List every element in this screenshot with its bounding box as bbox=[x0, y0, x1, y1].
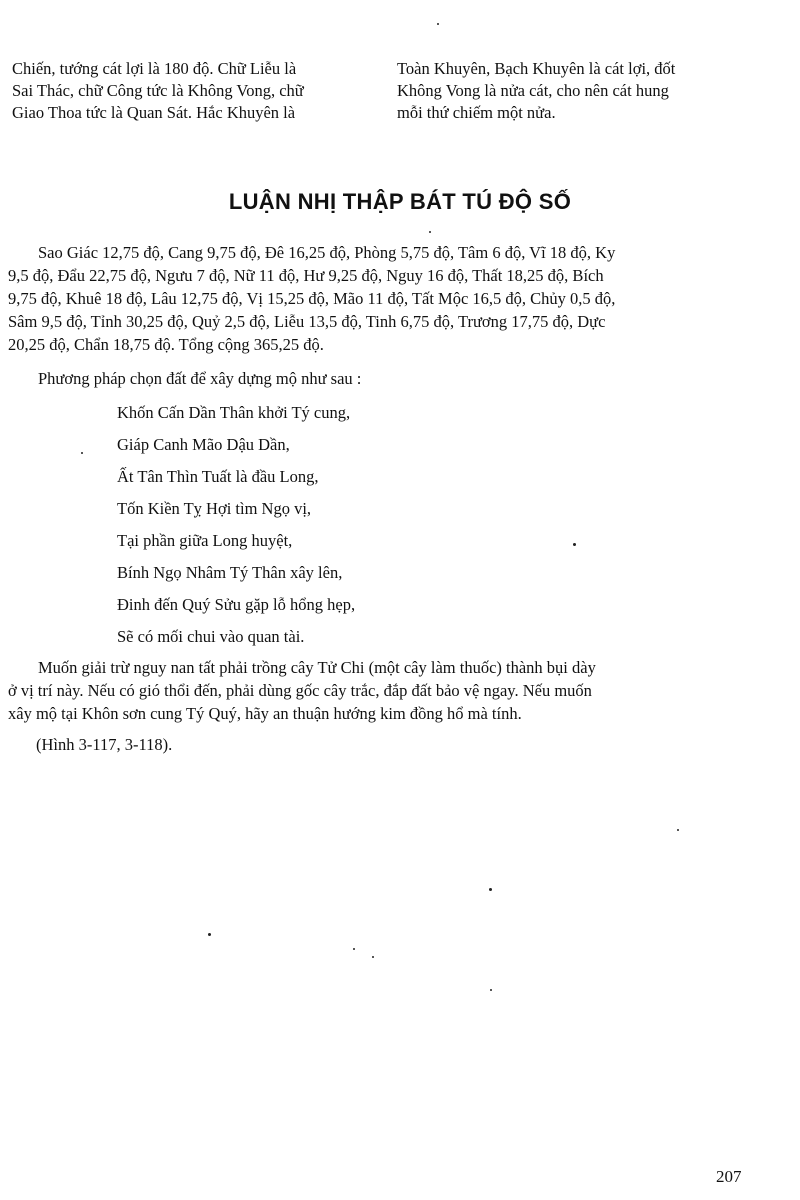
text-line: Muốn giải trừ nguy nan tất phải trồng cây Tử Chi (một cây làm thuốc) thành bụi dày bbox=[38, 658, 596, 677]
text-line: 20,25 độ, Chẩn 18,75 độ. Tổng cộng 365,25 độ. bbox=[8, 335, 324, 354]
figure-reference bbox=[8, 733, 768, 756]
scan-speck bbox=[489, 888, 492, 891]
text-line: (Hình 3-117, 3-118). bbox=[36, 735, 173, 754]
scan-speck bbox=[429, 231, 431, 233]
scan-speck bbox=[573, 543, 576, 546]
page-number: 207 bbox=[716, 1167, 742, 1186]
text-line: mỗi thứ chiếm một nửa. bbox=[397, 103, 556, 122]
scan-speck bbox=[437, 23, 439, 25]
left-column-text bbox=[12, 58, 382, 124]
scan-speck bbox=[353, 948, 355, 950]
verse-line: Sẽ có mối chui vào quan tài. bbox=[117, 627, 305, 646]
scan-speck bbox=[81, 452, 83, 454]
text-line: Toàn Khuyên, Bạch Khuyên là cát lợi, đốt bbox=[397, 59, 676, 78]
text-line: 9,5 độ, Đẩu 22,75 độ, Ngưu 7 độ, Nữ 11 độ, Hư 9,25 độ, Nguy 16 độ, Thất 18,25 độ, Bích bbox=[8, 266, 604, 285]
verse-line: Khốn Cấn Dần Thân khởi Tý cung, bbox=[117, 403, 351, 422]
text-line: Giao Thoa tức là Quan Sát. Hắc Khuyên là bbox=[12, 103, 296, 122]
verse-line: Giáp Canh Mão Dậu Dần, bbox=[117, 435, 290, 454]
paragraph-star-degrees bbox=[8, 241, 768, 356]
verse-line: Bính Ngọ Nhâm Tý Thân xây lên, bbox=[117, 563, 343, 582]
verse-line: Tốn Kiền Tỵ Hợi tìm Ngọ vị, bbox=[117, 499, 312, 518]
verse-line: Tại phần giữa Long huyệt, bbox=[117, 531, 293, 550]
paragraph-remedy bbox=[8, 656, 768, 725]
section-heading: LUẬN NHỊ THẬP BÁT TÚ ĐỘ SỐ bbox=[228, 189, 572, 214]
right-column-text bbox=[397, 58, 762, 124]
scan-speck bbox=[208, 933, 211, 936]
verse-line: Ất Tân Thìn Tuất là đầu Long, bbox=[117, 467, 319, 486]
verse-line: Đinh đến Quý Sửu gặp lỗ hổng hẹp, bbox=[117, 595, 356, 614]
scan-speck bbox=[677, 829, 679, 831]
scan-speck bbox=[372, 956, 374, 958]
text-line: xây mộ tại Khôn sơn cung Tý Quý, hãy an thuận hướng kim đồng hổ mà tính. bbox=[8, 704, 522, 723]
verse-block bbox=[117, 397, 677, 653]
text-line: Sâm 9,5 độ, Tỉnh 30,25 độ, Quỷ 2,5 độ, Liễu 13,5 độ, Tinh 6,75 độ, Trương 17,75 độ, Dực bbox=[8, 312, 606, 331]
text-line: Không Vong là nửa cát, cho nên cát hung bbox=[397, 81, 669, 100]
text-line: ở vị trí này. Nếu có gió thổi đến, phải dùng gốc cây trắc, đắp đất bảo vệ ngay. Nếu muốn bbox=[8, 681, 592, 700]
text-line: 9,75 độ, Khuê 18 độ, Lâu 12,75 độ, Vị 15,25 độ, Mão 11 độ, Tất Mộc 16,5 độ, Chủy 0,5 độ, bbox=[8, 289, 616, 308]
paragraph-method bbox=[8, 367, 768, 390]
text-line: Chiến, tướng cát lợi là 180 độ. Chữ Liễu là bbox=[12, 59, 297, 78]
text-line: Sao Giác 12,75 độ, Cang 9,75 độ, Đê 16,25 độ, Phòng 5,75 độ, Tâm 6 độ, Vĩ 18 độ, Ky bbox=[38, 243, 616, 262]
scan-speck bbox=[490, 989, 492, 991]
text-line: Sai Thác, chữ Công tức là Không Vong, chữ bbox=[12, 81, 304, 100]
text-line: Phương pháp chọn đất để xây dựng mộ như sau : bbox=[38, 369, 362, 388]
